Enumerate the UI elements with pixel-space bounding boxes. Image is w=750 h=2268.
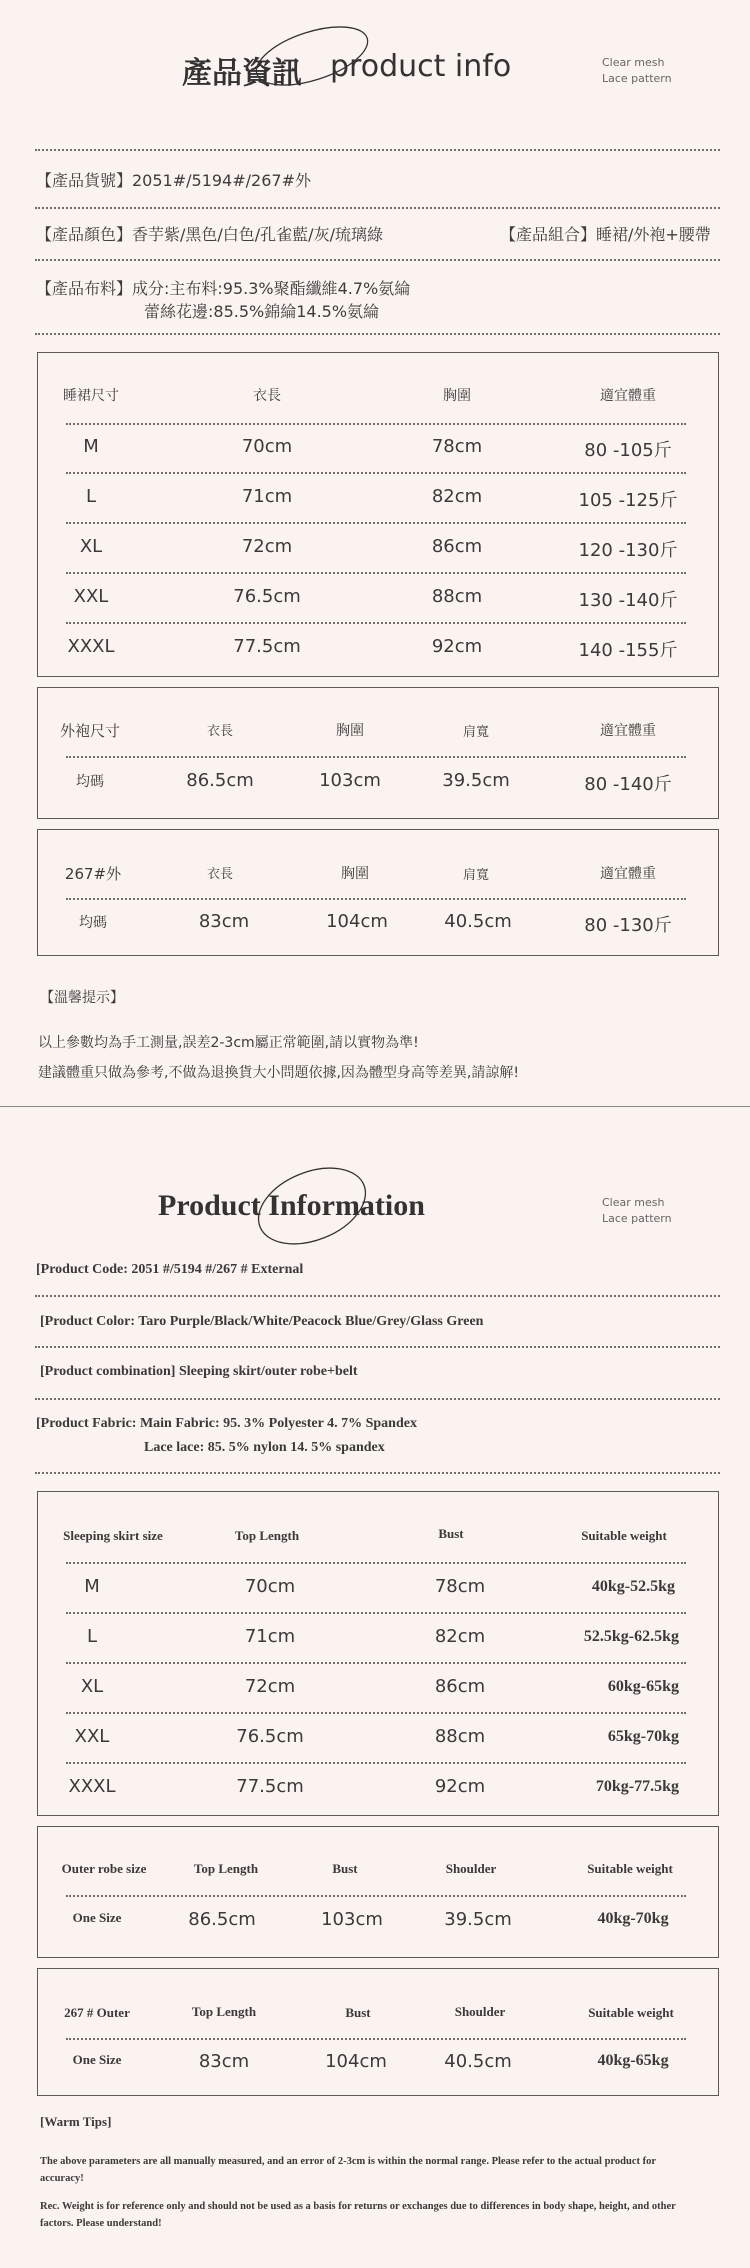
dotted-separator [35,259,720,261]
cn-side-label-1: Clear mesh [602,56,665,69]
length-cell: 86.5cm [186,770,254,791]
table-header: 胸圍 [336,723,364,739]
dotted-separator [35,1472,720,1474]
en-product-code: [Product Code: 2051 #/5194 #/267 # External [36,1262,304,1277]
bust-cell: 86cm [434,1676,486,1697]
dotted-separator [35,149,720,151]
table-header: 267#外 [64,865,122,883]
weight-cell: 65kg-70kg [607,1728,679,1745]
en-product-combo: [Product combination] Sleeping skirt/outer robe+belt [40,1364,358,1379]
weight-cell: 80 -140斤 [584,774,672,795]
size-cell: One Size [72,2052,122,2067]
table-header: 適宜體重 [600,723,656,739]
cn-title-en: product info [330,49,512,84]
length-cell: 70cm [244,1576,296,1597]
length-cell: 83cm [198,2051,250,2072]
bust-cell: 78cm [434,1576,486,1597]
bust-cell: 82cm [431,486,483,507]
bust-cell: 92cm [431,636,483,657]
size-cell: 均碼 [76,774,104,790]
table-header: Bust [345,2005,371,2020]
dotted-separator [66,1662,686,1664]
dotted-separator [66,1895,686,1897]
dotted-separator [66,2038,686,2040]
dotted-separator [35,1346,720,1348]
shoulder-cell: 39.5cm [444,1909,512,1930]
length-cell: 77.5cm [236,1776,304,1797]
weight-cell: 80 -105斤 [584,440,672,461]
length-cell: 83cm [198,911,250,932]
bust-cell: 103cm [321,1909,383,1930]
cn-product-code: 【產品貨號】2051#/5194#/267#外 [36,171,311,190]
bust-cell: 88cm [431,586,483,607]
en-product-color: [Product Color: Taro Purple/Black/White/Peacock Blue/Grey/Glass Green [40,1314,484,1329]
table-header: 肩寬 [462,868,490,883]
length-cell: 72cm [244,1676,296,1697]
dotted-separator [66,1712,686,1714]
dotted-separator [35,207,720,209]
cn-product-fabric-1: 【產品布料】成分:主布料:95.3%聚酯纖維4.7%氨綸 [36,279,411,298]
length-cell: 86.5cm [188,1909,256,1930]
size-cell: M [84,1576,100,1597]
dotted-separator [35,1398,720,1400]
table-header: Sleeping skirt size [63,1528,163,1543]
en-side-label-2: Lace pattern [602,1212,672,1225]
table-header: Shoulder [445,1861,497,1876]
cn-tip-2: 建議體重只做為參考,不做為退換貨大小問題依據,因為體型身高等差異,請諒解! [38,1065,519,1081]
size-cell: L [85,486,97,507]
weight-cell: 140 -155斤 [578,640,678,661]
dotted-separator [66,472,686,474]
table-header: 胸圍 [341,866,369,882]
table-header: Top Length [191,2004,257,2019]
bust-cell: 78cm [431,436,483,457]
length-cell: 72cm [241,536,293,557]
cn-size-table-267-outer [37,829,719,956]
table-header: 睡裙尺寸 [63,388,119,404]
weight-cell: 130 -140斤 [578,590,678,611]
size-cell: One Size [72,1910,122,1925]
length-cell: 71cm [241,486,293,507]
bust-cell: 104cm [326,911,388,932]
dotted-separator [35,1295,720,1297]
size-cell: XL [80,1676,104,1697]
weight-cell: 60kg-65kg [607,1678,679,1695]
dotted-separator [66,1562,686,1564]
en-size-table-skirt [37,1491,719,1816]
dotted-separator [66,423,686,425]
cn-size-table-skirt [37,352,719,677]
en-size-table-267-outer [37,1968,719,2096]
cn-product-color: 【產品顏色】香芋紫/黑色/白色/孔雀藍/灰/琉璃綠 [36,225,383,244]
bust-cell: 82cm [434,1626,486,1647]
table-header: 衣長 [206,867,234,882]
table-header: 外袍尺寸 [59,722,121,740]
table-header: 267 # Outer [64,2005,130,2020]
cn-size-table-robe [37,687,719,819]
weight-cell: 105 -125斤 [578,490,678,511]
size-cell: 均碼 [79,915,107,931]
bust-cell: 92cm [434,1776,486,1797]
weight-cell: 52.5kg-62.5kg [583,1628,679,1645]
size-cell: XXL [74,1726,110,1747]
weight-cell: 70kg-77.5kg [595,1778,679,1795]
shoulder-cell: 40.5cm [444,911,512,932]
table-header: 衣長 [206,724,234,739]
cn-warm-tips-title: 【溫馨提示】 [40,990,124,1006]
dotted-separator [35,333,720,335]
size-cell: XXL [73,586,109,607]
en-title: Product Information [158,1189,425,1222]
table-header: Suitable weight [588,2005,674,2020]
table-header: 肩寬 [462,725,490,740]
weight-cell: 40kg-65kg [597,2052,669,2069]
table-header: Shoulder [454,2004,506,2019]
cn-tip-1: 以上參數均為手工測量,誤差2-3cm屬正常範圍,請以實物為準! [38,1035,419,1051]
dotted-separator [66,572,686,574]
dotted-separator [66,622,686,624]
cn-product-fabric-2: 蕾絲花邊:85.5%錦綸14.5%氨綸 [144,302,380,321]
table-header: Bust [332,1861,358,1876]
cn-title: 產品資訊 [182,56,302,91]
table-header: 衣長 [253,388,281,404]
en-tip-2: Rec. Weight is for reference only and should not be used as a basis for returns or exchanges due to differences in body shape, height, and other factors. Please understand! [40,2201,676,2229]
dotted-separator [66,522,686,524]
bust-cell: 86cm [431,536,483,557]
weight-cell: 120 -130斤 [578,540,678,561]
weight-cell: 80 -130斤 [584,915,672,936]
bust-cell: 104cm [325,2051,387,2072]
size-cell: XXXL [67,636,115,657]
cn-side-label-2: Lace pattern [602,72,672,85]
section-divider [0,1106,750,1107]
weight-cell: 40kg-70kg [597,1910,669,1927]
en-product-fabric-2: Lace lace: 85. 5% nylon 14. 5% spandex [144,1440,385,1455]
table-header: Outer robe size [61,1861,147,1876]
table-header: Top Length [234,1528,300,1543]
size-cell: L [86,1626,98,1647]
table-header: Suitable weight [581,1528,667,1543]
bust-cell: 103cm [319,770,381,791]
table-header: Top Length [193,1861,259,1876]
en-product-fabric-1: [Product Fabric: Main Fabric: 95. 3% Polyester 4. 7% Spandex [36,1416,417,1431]
table-header: 適宜體重 [600,388,656,404]
length-cell: 76.5cm [233,586,301,607]
dotted-separator [66,1762,686,1764]
shoulder-cell: 40.5cm [444,2051,512,2072]
dotted-separator [66,898,686,900]
length-cell: 71cm [244,1626,296,1647]
en-tip-1: The above parameters are all manually measured, and an error of 2-3cm is within the normal range. Please refer to the actual product for accuracy! [40,2156,656,2184]
dotted-separator [66,1612,686,1614]
table-header: Bust [438,1526,464,1541]
en-warm-tips-title: [Warm Tips] [40,2114,112,2129]
weight-cell: 40kg-52.5kg [591,1578,675,1595]
length-cell: 76.5cm [236,1726,304,1747]
length-cell: 70cm [241,436,293,457]
table-header: Suitable weight [587,1861,673,1876]
shoulder-cell: 39.5cm [442,770,510,791]
table-header: 適宜體重 [600,866,656,882]
dotted-separator [66,756,686,758]
size-cell: M [83,436,99,457]
en-size-table-robe [37,1826,719,1958]
cn-product-combo: 【產品組合】睡裙/外袍+腰帶 [500,225,711,244]
size-cell: XXXL [68,1776,116,1797]
table-header: 胸圍 [443,388,471,404]
size-cell: XL [79,536,103,557]
bust-cell: 88cm [434,1726,486,1747]
length-cell: 77.5cm [233,636,301,657]
en-side-label-1: Clear mesh [602,1196,665,1209]
